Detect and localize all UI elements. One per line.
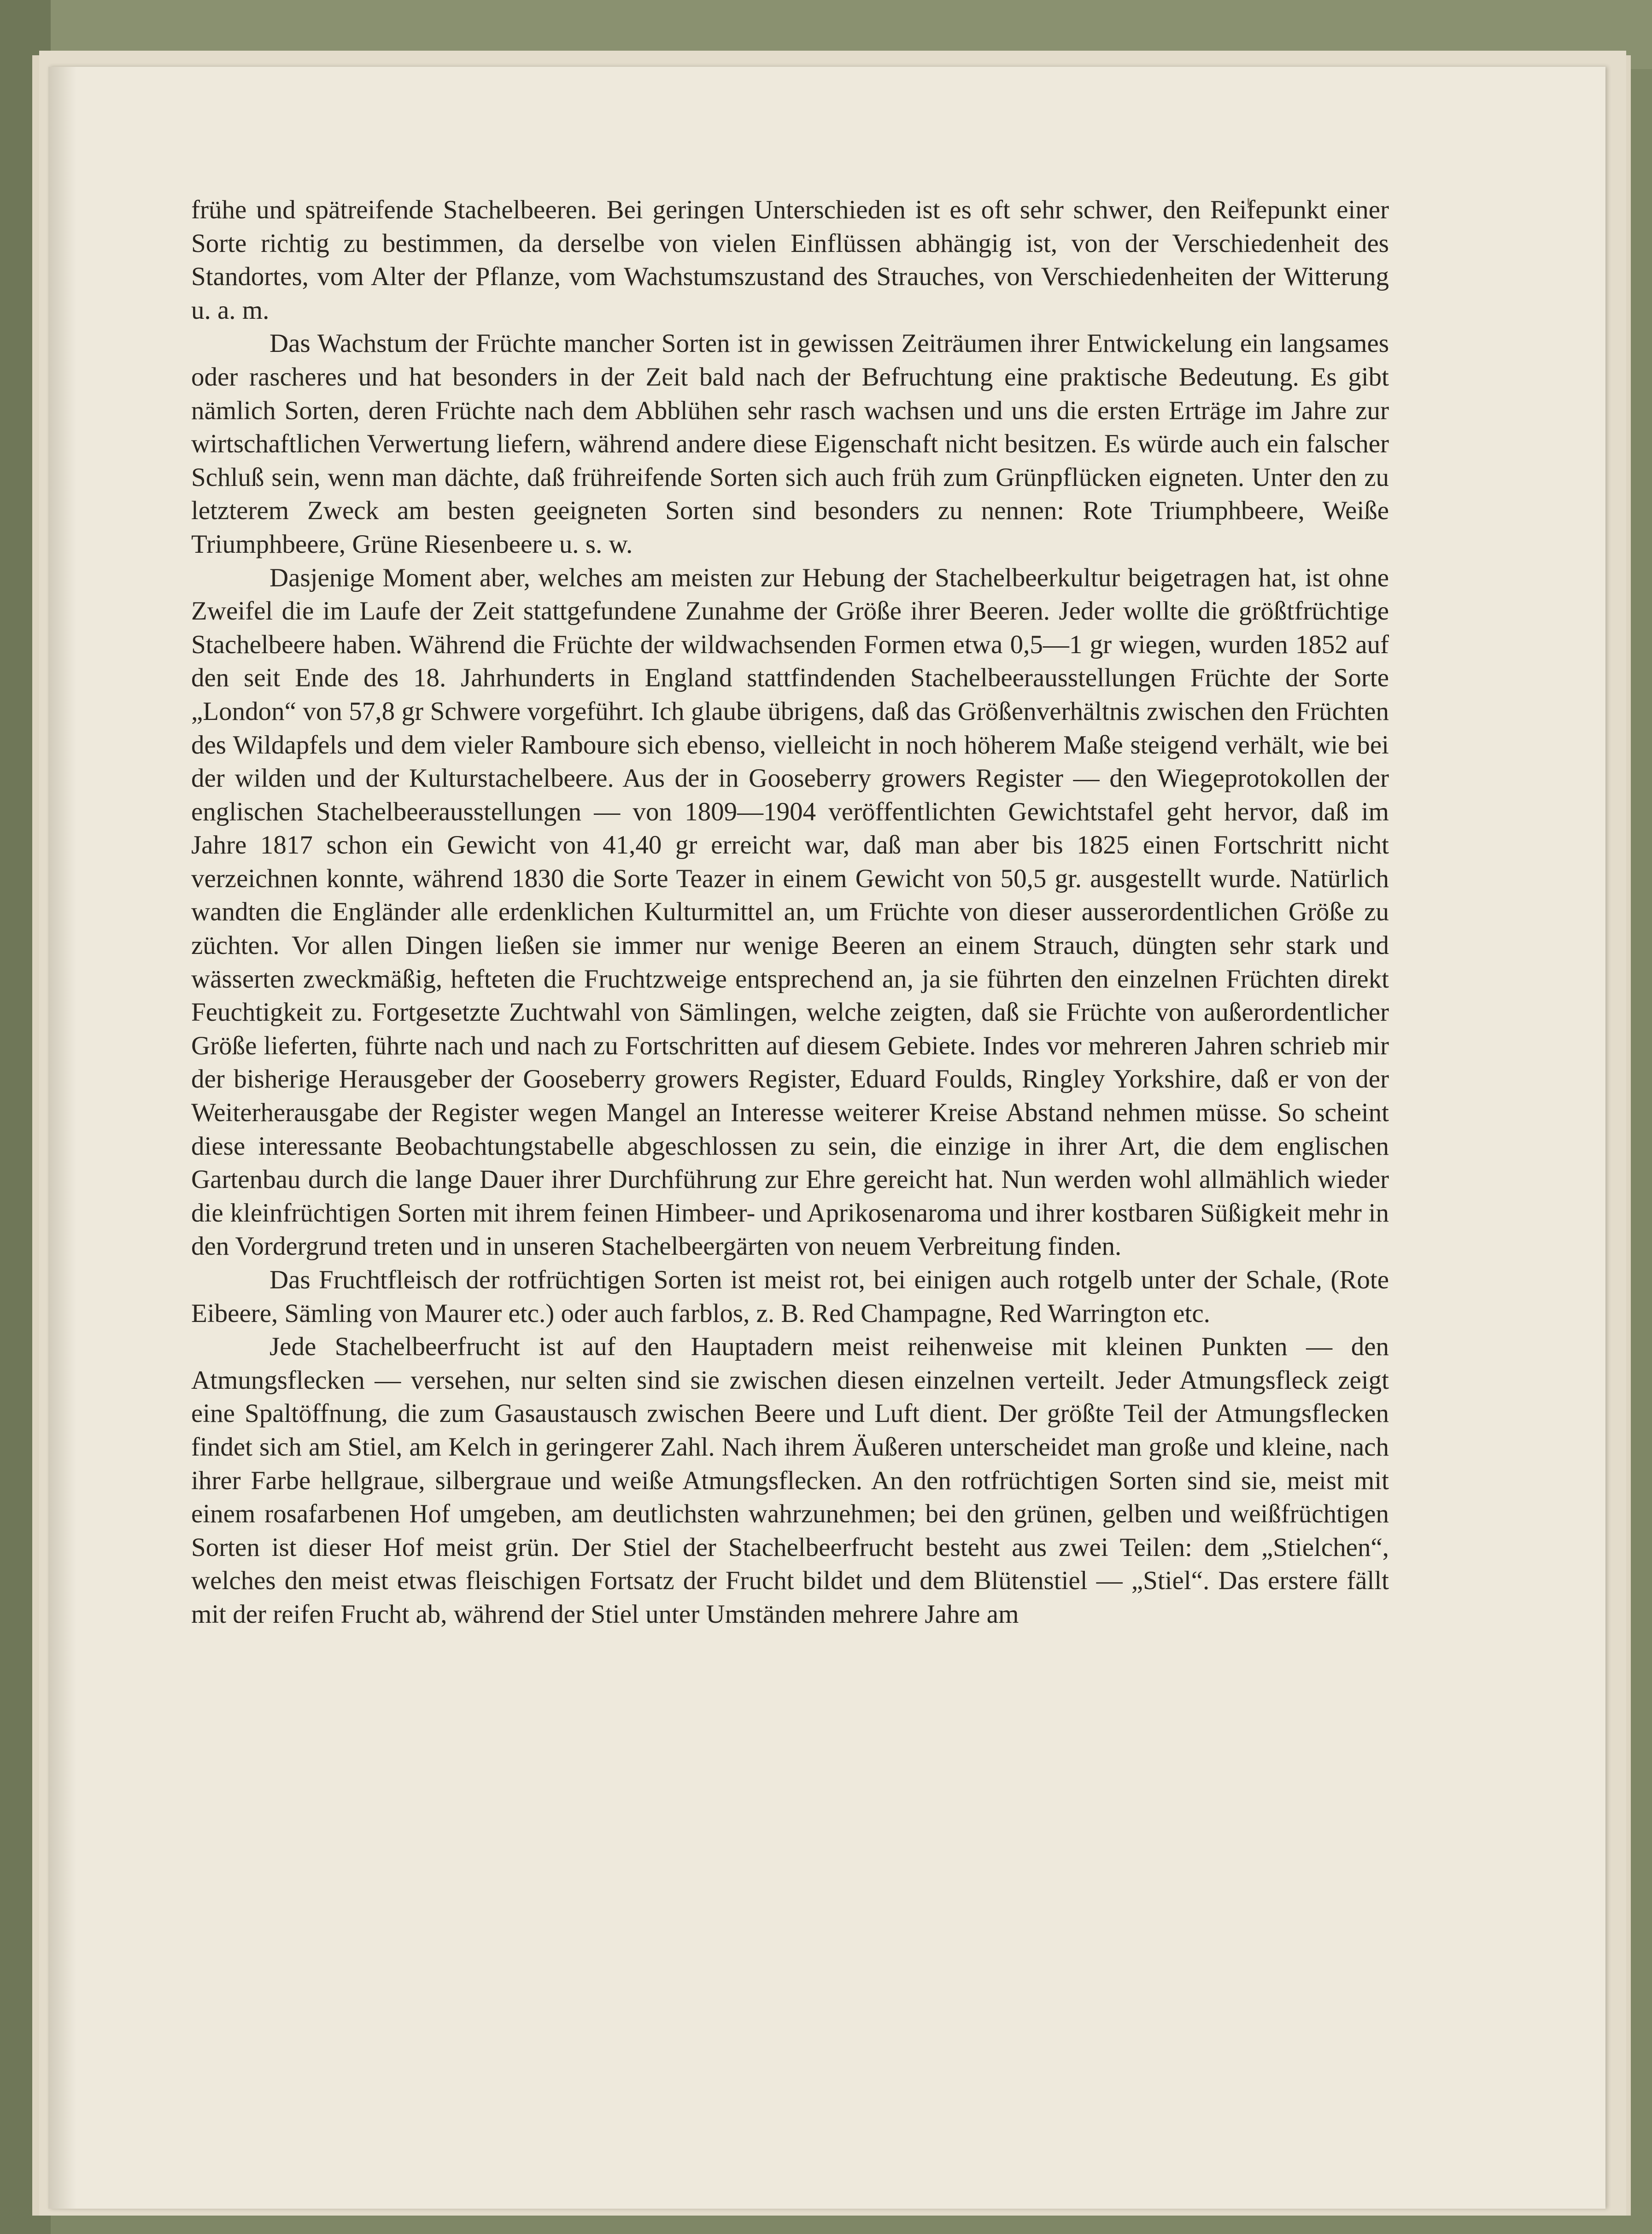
paragraph-1: frühe und spätreifende Stachelbeeren. Bei geringen Unterschieden ist es oft sehr schwer, den Reifepunkt einer Sorte richtig zu bestimmen, da derselbe von vielen Einflüssen abhängig ist, von der Verschiedenheit des Standortes, vom Alter der Pflanze, vom Wachstumszustand des Strauches, von Verschiedenheiten der Witterung u. a. m. (191, 195, 1389, 325)
paragraph-3: Dasjenige Moment aber, welches am meisten zur Hebung der Stachelbeerkultur beigetragen hat, ist ohne Zweifel die im Laufe der Zeit stattgefundene Zunahme der Größe ihrer Beeren. Jeder wollte die größtfrüchtige Stachelbeere haben. Während die Früchte der wildwachsenden Formen etwa 0,5—1 gr wiegen, wurden 1852 auf den seit Ende des 18. Jahrhunderts in England stattfindenden Stachelbeerausstellungen Früchte der Sorte „London“ von 57,8 gr Schwere vorgeführt. Ich glaube übrigens, daß das Größenverhältnis zwischen den Früchten des Wildapfels und dem vieler Ramboure sich ebenso, vielleicht in noch höherem Maße steigend verhält, wie bei der wilden und der Kulturstachelbeere. Aus der in Gooseberry growers Register — den Wiegeprotokollen der englischen Stachelbeerausstellungen — von 1809—1904 veröffentlichten Gewichtstafel geht hervor, daß im Jahre 1817 schon ein Gewicht von 41,40 gr erreicht war, daß man aber bis 1825 einen Fortschritt nicht verzeichnen konnte, während 1830 die Sorte Teazer in einem Gewicht von 50,5 gr. ausgestellt wurde. Natürlich wandten die Engländer alle erdenklichen Kulturmittel an, um Früchte von dieser ausserordentlichen Größe zu züchten. Vor allen Dingen ließen sie immer nur wenige Beeren an einem Strauch, düngten sehr stark und wässerten zweckmäßig, hefteten die Fruchtzweige entsprechend an, ja sie führten den einzelnen Früchten direkt Feuchtigkeit zu. Fortgesetzte Zuchtwahl von Sämlingen, welche zeigten, daß sie Früchte von außerordentlicher Größe lieferten, führte nach und nach zu Fortschritten auf diesem Gebiete. Indes vor mehreren Jahren schrieb mir der bisherige Herausgeber der Gooseberry growers Register, Eduard Foulds, Ringley Yorkshire, daß er von der Weiterherausgabe der Register wegen Mangel an Interesse weiterer Kreise Abstand nehmen müsse. So scheint diese interessante Beobachtungstabelle abgeschlossen zu sein, die einzige in ihrer Art, die dem englischen Gartenbau durch die lange Dauer ihrer Durchführung zur Ehre gereicht hat. Nun werden wohl allmählich wieder die kleinfrüchtigen Sorten mit ihrem feinen Himbeer- und Aprikosenaroma und ihrer kostbaren Süßigkeit mehr in den Vordergrund treten und in unseren Stachelbeergärten von neuem Verbreitung finden. (191, 563, 1389, 1261)
paragraph-2: Das Wachstum der Früchte mancher Sorten ist in gewissen Zeiträumen ihrer Entwickelung ein langsames oder rascheres und hat besonders in der Zeit bald nach der Befruchtung eine praktische Bedeutung. Es gibt nämlich Sorten, deren Früchte nach dem Abblühen sehr rasch wachsen und uns die ersten Erträge im Jahre zur wirtschaftlichen Verwertung liefern, während andere diese Eigenschaft nicht besitzen. Es würde auch ein falscher Schluß sein, wenn man dächte, daß frühreifende Sorten sich auch früh zum Grünpflücken eigneten. Unter den zu letzterem Zweck am besten geeigneten Sorten sind besonders zu nennen: Rote Triumphbeere, Weiße Triumphbeere, Grüne Riesenbeere u. s. w. (191, 329, 1389, 559)
paragraph-5: Jede Stachelbeerfrucht ist auf den Hauptadern meist reihenweise mit kleinen Punkten — den Atmungsflecken — versehen, nur selten sind sie zwischen diesen einzelnen verteilt. Jeder Atmungsfleck zeigt eine Spaltöffnung, die zum Gasaustausch zwischen Beere und Luft dient. Der größte Teil der Atmungsflecken findet sich am Stiel, am Kelch in geringerer Zahl. Nach ihrem Äußeren unterscheidet man große und kleine, nach ihrer Farbe hellgraue, silbergraue und weiße Atmungsflecken. An den rotfrüchtigen Sorten sind sie, meist mit einem rosafarbenen Hof umgeben, am deutlichsten wahrzunehmen; bei den grünen, gelben und weißfrüchtigen Sorten ist dieser Hof meist grün. Der Stiel der Stachelbeerfrucht besteht aus zwei Teilen: dem „Stielchen“, welches den meist etwas fleischigen Fortsatz der Frucht bildet und dem Blütenstiel — „Stiel“. Das erstere fällt mit der reifen Frucht ab, während der Stiel unter Umständen mehrere Jahre am (191, 1332, 1389, 1629)
page-gutter-shadow (48, 67, 76, 2209)
paragraph-4: Das Fruchtfleisch der rotfrüchtigen Sorten ist meist rot, bei einigen auch rotgelb unter der Schale, (Rote Eibeere, Sämling von Maurer etc.) oder auch farblos, z. B. Red Champagne, Red Warrington etc. (191, 1265, 1389, 1328)
body-text (191, 193, 1389, 1632)
